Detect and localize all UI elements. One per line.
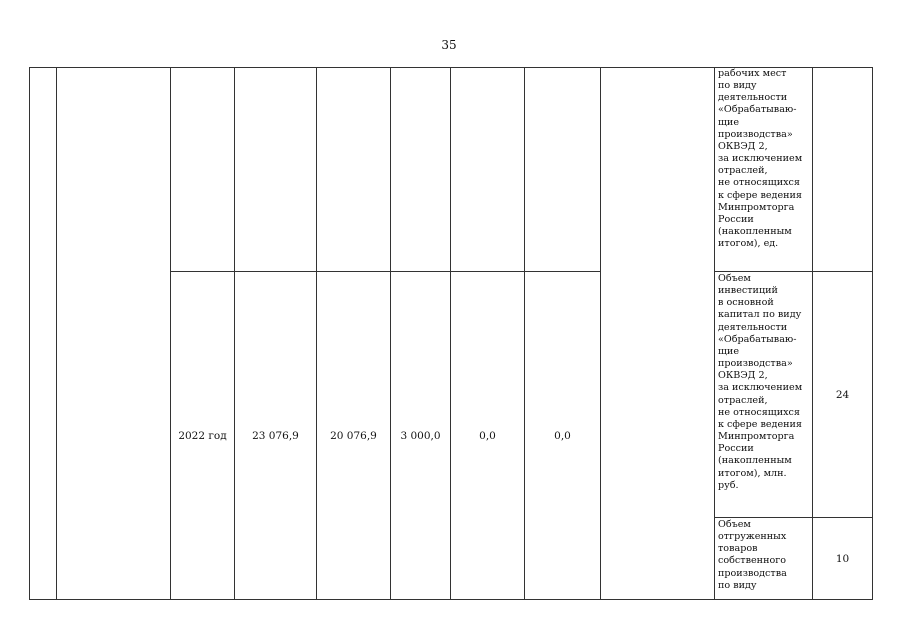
table-column-divider (170, 67, 171, 600)
table-border-bottom (29, 599, 873, 600)
table-border-left (29, 67, 30, 600)
table-column-divider (450, 67, 451, 600)
table-column-divider (812, 67, 813, 600)
table-column-divider (390, 67, 391, 600)
indicator-text-jobs: рабочих мест по виду деятельности «Обрабатываю- щие производства» ОКВЭД 2, за исключением отраслей, не относящихся к сфере ведения Минпромторга России (накопленным итогом), ед. (718, 68, 803, 250)
row-divider (170, 271, 601, 272)
indicator-text-shipped-goods: Объем отгруженных товаров собственного производства по виду (718, 519, 787, 591)
table-column-divider (56, 67, 57, 600)
table-border-right (872, 67, 873, 600)
indicator-text-investments: Объем инвестиций в основной капитал по виду деятельности «Обрабатываю- щие производства» ОКВЭД 2, за исключением отраслей, не относящихся к сфере ведения Минпромторга России (накопленным итогом), млн. руб. (718, 273, 803, 491)
row-divider (714, 271, 873, 272)
value-cell-4: 0,0 (479, 430, 496, 442)
indicator-value-investments: 24 (835, 389, 850, 401)
table-column-divider (234, 67, 235, 600)
value-cell-5: 0,0 (554, 430, 571, 442)
page-number: 35 (441, 38, 457, 52)
table-column-divider (600, 67, 601, 600)
row-divider (714, 517, 873, 518)
total-cell: 23 076,9 (252, 430, 299, 442)
value-cell-2: 20 076,9 (330, 430, 377, 442)
year-cell: 2022 год (178, 430, 227, 442)
indicator-value-shipped-goods: 10 (835, 553, 850, 565)
value-cell-3: 3 000,0 (400, 430, 441, 442)
table-column-divider (316, 67, 317, 600)
table-column-divider (714, 67, 715, 600)
table-column-divider (524, 67, 525, 600)
